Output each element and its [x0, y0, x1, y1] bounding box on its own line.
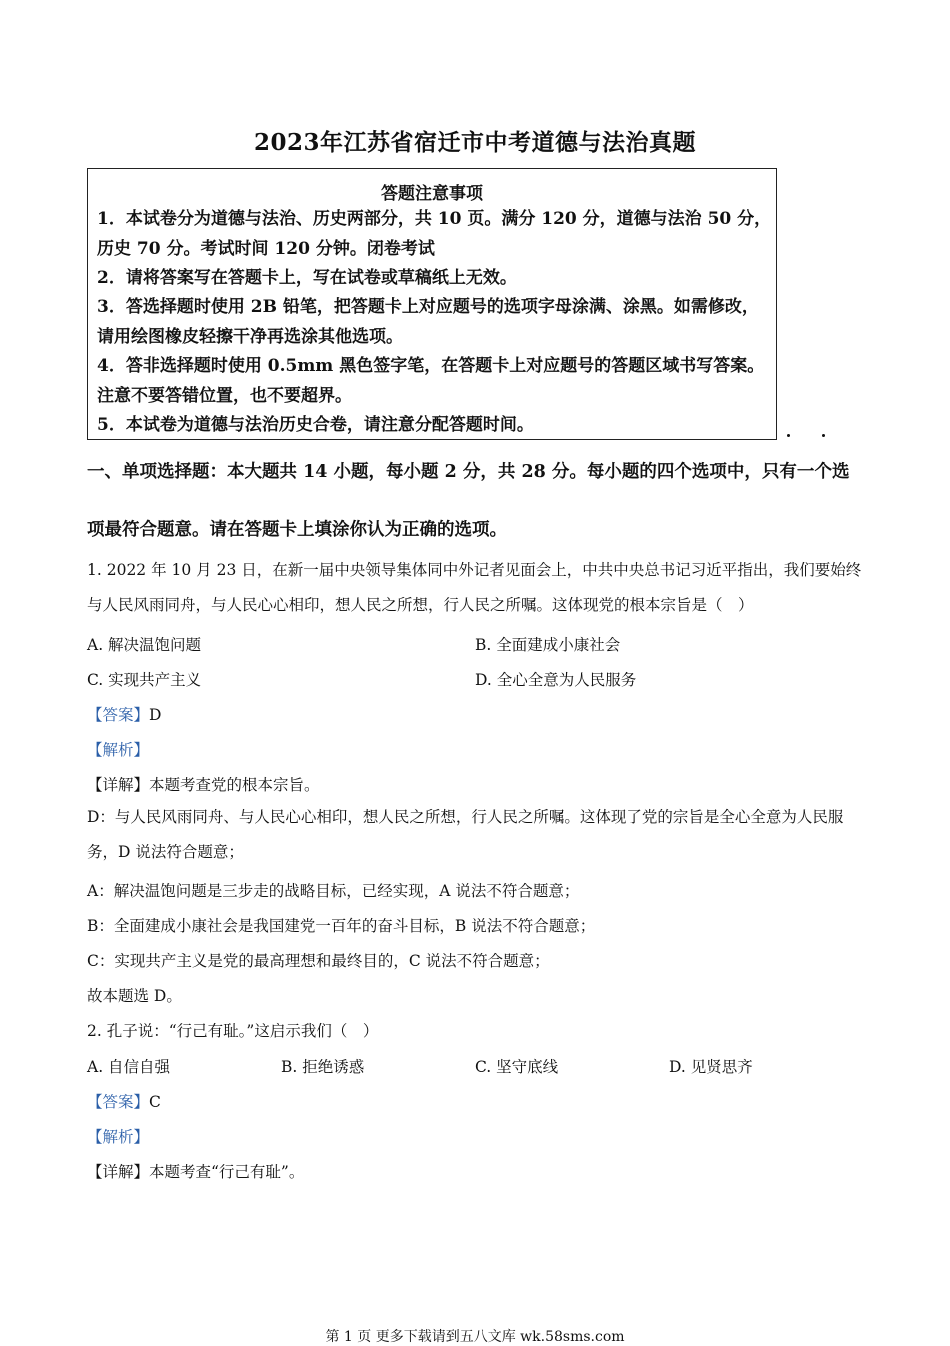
- q2-answer: C: [149, 1093, 161, 1111]
- emphasis-2: 个: [814, 443, 832, 501]
- q2-option-d: D. 见贤思齐: [669, 1058, 753, 1076]
- q1-explain-d: D：与人民风雨同舟、与人民心心相印，想人民之所想，行人民之所嘱。这体现了党的宗旨是全心全意为人民服务，D 说法符合题意；: [87, 808, 844, 861]
- notice-box: [87, 168, 777, 440]
- q2-answer-line: [87, 1090, 161, 1112]
- section-text-2: 选项最符合题意。请在答题卡上填涂你认为正确的选项。: [87, 462, 850, 540]
- page-footer: 第 1 页 更多下载请到五八文库 wk.58sms.com: [325, 1329, 625, 1345]
- q1-explain-c: C：实现共产主义是党的最高理想和最终目的，C 说法不符合题意；: [87, 952, 550, 970]
- q1-stem: 1. 2022 年 10 月 23 日，在新一届中央领导集体同中外记者见面会上，中共中央总书记习近平指出，我们要始终与人民风雨同舟，与人民心心相印，想人民之所想，行人民之所嘱。这体现党的根本宗旨是（ ）: [87, 561, 862, 614]
- q1-answer-line: [87, 703, 161, 725]
- q2-analysis-tag: 【解析】: [87, 1128, 150, 1146]
- q2-stem: 2. 孔子说：“行己有耻。”这启示我们（ ）: [87, 1022, 379, 1040]
- notice-item-2: 2．请将答案写在答题卡上，写在试卷或草稿纸上无效。: [97, 268, 517, 288]
- q2-option-a: A. 自信自强: [87, 1058, 171, 1076]
- q1-option-c: C. 实现共产主义: [87, 671, 202, 689]
- q2-option-b: B. 拒绝诱惑: [281, 1058, 365, 1076]
- q1-detail: 【详解】本题考查党的根本宗旨。: [87, 776, 320, 794]
- q1-answer: D: [149, 706, 162, 724]
- q2-detail: 【详解】本题考查“行己有耻”。: [87, 1163, 305, 1181]
- q1-option-b: B. 全面建成小康社会: [475, 636, 621, 654]
- section-text-1: 一、单项选择题：本大题共 14 小题，每小题 2 分，共 28 分。每小题的四个选项中，: [87, 462, 762, 482]
- emphasis-1: 只有一: [762, 443, 815, 501]
- notice-heading: 答题注意事项: [381, 184, 483, 204]
- q1-conclusion: 故本题选 D。: [87, 987, 182, 1005]
- q1-explain-a: A：解决温饱问题是三步走的战略目标，已经实现，A 说法不符合题意；: [87, 882, 580, 900]
- notice-item-5: 5．本试卷为道德与法治历史合卷，请注意分配答题时间。: [97, 415, 534, 435]
- notice-item-3: 3．答选择题时使用 2B 铅笔，把答题卡上对应题号的选项字母涂满、涂黑。如需修改，请用绘图橡皮轻擦干净再选涂其他选项。: [97, 297, 759, 347]
- q1-explain-b: B：全面建成小康社会是我国建党一百年的奋斗目标，B 说法不符合题意；: [87, 917, 596, 935]
- notice-item-4: 4．答非选择题时使用 0.5mm 黑色签字笔，在答题卡上对应题号的答题区域书写答案。注意不要答错位置，也不要超界。: [97, 356, 765, 406]
- q1-analysis-tag: 【解析】: [87, 741, 150, 759]
- notice-item-1: 1．本试卷分为道德与法治、历史两部分，共 10 页。满分 120 分，道德与法治 50 分，历史 70 分。考试时间 120 分钟。闭卷考试: [97, 209, 772, 259]
- q1-option-d: D. 全心全意为人民服务: [475, 671, 637, 689]
- q2-answer-tag: 【答案】: [87, 1093, 150, 1111]
- q1-option-a: A. 解决温饱问题: [87, 636, 202, 654]
- q1-answer-tag: 【答案】: [87, 706, 150, 724]
- page-title: 2023年江苏省宿迁市中考道德与法治真题: [253, 129, 696, 156]
- q2-option-c: C. 坚守底线: [475, 1058, 559, 1076]
- section-heading: [87, 443, 857, 559]
